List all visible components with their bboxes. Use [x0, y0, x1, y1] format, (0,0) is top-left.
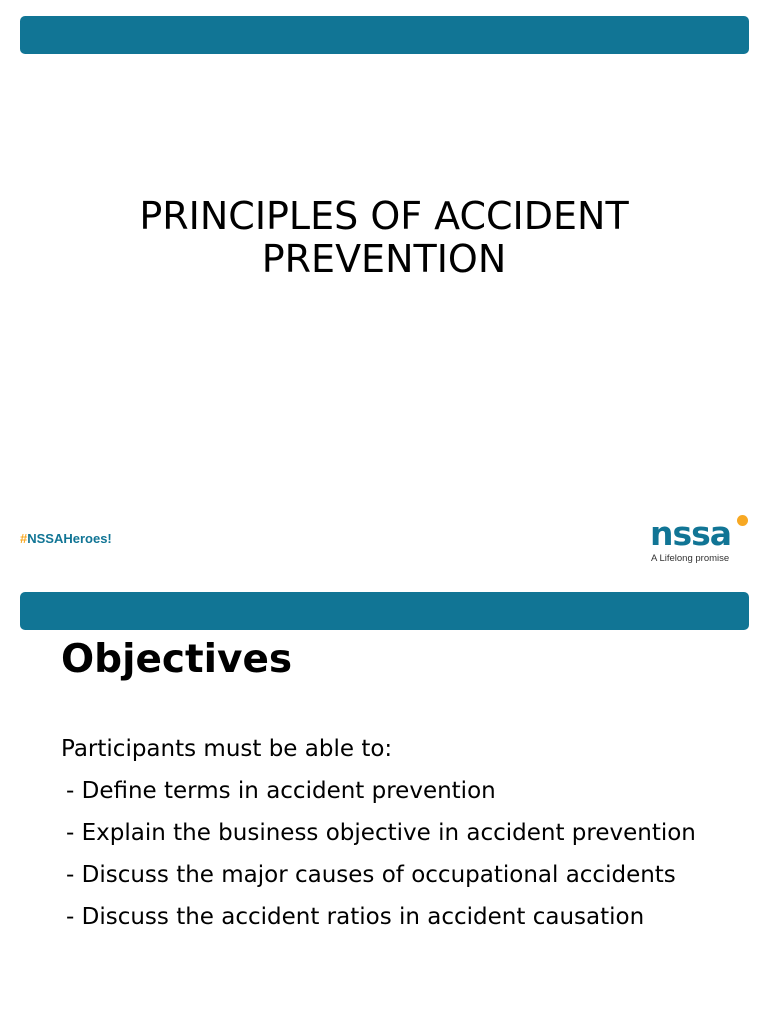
logo-dot-icon	[737, 515, 748, 526]
nssa-logo	[648, 512, 752, 568]
hashtag-text: NSSAHeroes!	[27, 531, 112, 546]
slide1-title-line2: PREVENTION	[261, 237, 507, 281]
logo-wordmark: nssa	[650, 514, 732, 553]
slide1-header-bar	[20, 16, 749, 54]
list-item: - Discuss the accident ratios in accident causation	[66, 904, 645, 930]
list-item: - Define terms in accident prevention	[66, 778, 496, 804]
list-item: - Explain the business objective in accident prevention	[66, 820, 696, 846]
slide2-header-bar	[20, 592, 749, 630]
objectives-list	[66, 775, 716, 943]
hashtag-symbol: #	[20, 531, 28, 546]
hashtag-label	[20, 531, 112, 546]
logo-tagline: A Lifelong promise	[651, 553, 730, 564]
slide2-intro: Participants must be able to:	[61, 736, 393, 762]
slide1-title-line1: PRINCIPLES OF ACCIDENT	[139, 194, 629, 238]
list-item: - Discuss the major causes of occupational accidents	[66, 862, 676, 888]
slide2-title: Objectives	[61, 637, 293, 682]
slide1-title	[60, 195, 708, 281]
